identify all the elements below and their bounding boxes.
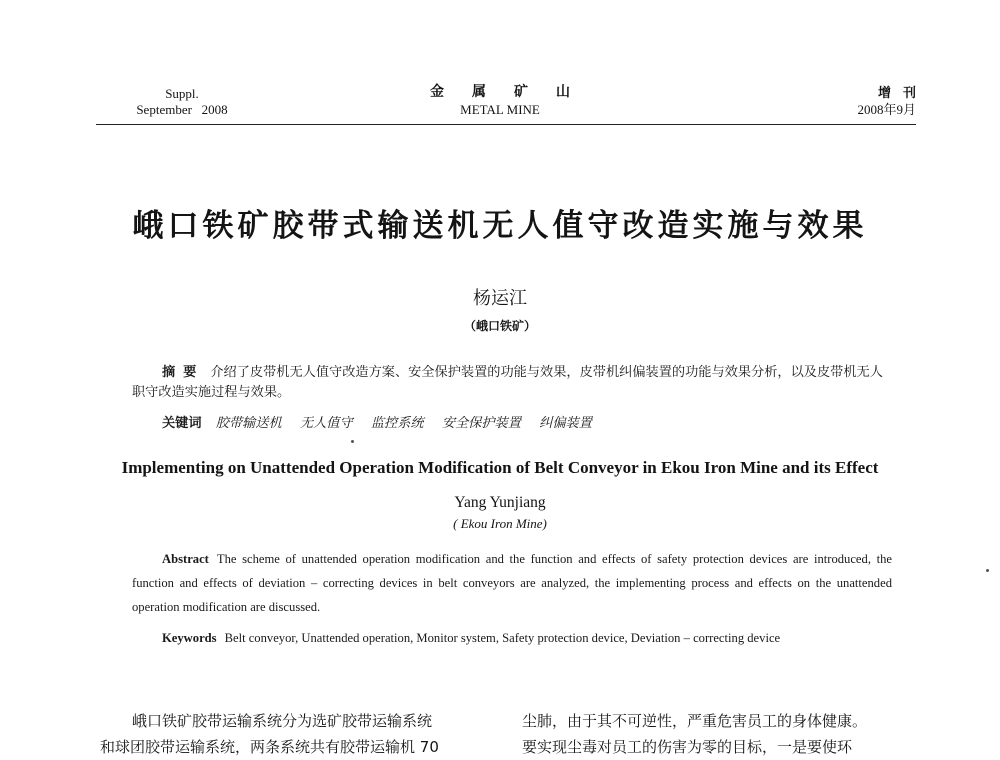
header-center — [380, 84, 620, 118]
header-rule — [96, 124, 916, 125]
issue-date-en: September 2008 — [136, 102, 228, 117]
affiliation-cn: （峨口铁矿） — [463, 319, 536, 333]
author-cn: 杨运江 — [473, 288, 527, 309]
keywords-en — [132, 626, 892, 650]
title-en: Implementing on Unattended Operation Modification of Belt Conveyor in Ekou Iron Mine and its Effect — [121, 458, 879, 477]
header-left — [112, 86, 252, 118]
scan-speck — [986, 569, 989, 572]
keyword-cn: 安全保护装置 — [441, 416, 521, 431]
abstract-cn-text: 介绍了皮带机无人值守改造方案、安全保护装置的功能与效果，皮带机纠偏装置的功能与效果分析，以及皮带机无人职守改造实施过程与效果。 — [132, 365, 883, 400]
keyword-cn: 无人值守 — [299, 416, 353, 431]
body-column-left — [100, 708, 495, 760]
title-cn: 峨口铁矿胶带式输送机无人值守改造实施与效果 — [132, 208, 868, 244]
body-line: 尘肺，由于其不可逆性，严重危害员工的身体健康。 — [522, 712, 868, 730]
supplement-label: Suppl. — [165, 86, 199, 101]
body-line: 要实现尘毒对员工的伤害为零的目标，一是要使环 — [522, 738, 853, 756]
abstract-cn-label: 摘要 — [162, 365, 205, 380]
scan-speck — [351, 440, 354, 443]
header-right — [780, 86, 928, 118]
author-en: Yang Yunjiang — [454, 494, 546, 511]
keyword-cn: 纠偏装置 — [539, 416, 592, 431]
affiliation-en: ( Ekou Iron Mine) — [453, 516, 547, 531]
supplement-label-cn: 增刊 — [877, 86, 928, 101]
body-line: 和球团胶带运输系统，两条系统共有胶带运输机 70 — [100, 738, 439, 756]
abstract-en-label: Abstract — [162, 552, 209, 566]
keyword-cn: 胶带输送机 — [215, 416, 282, 431]
body-line: 峨口铁矿胶带运输系统分为选矿胶带运输系统 — [132, 712, 433, 730]
keyword-cn: 监控系统 — [370, 416, 424, 431]
abstract-cn — [132, 363, 892, 403]
keywords-cn-label: 关键词 — [162, 416, 202, 431]
journal-name-cn: 金属矿山 — [430, 84, 598, 100]
issue-date-cn: 2008年9月 — [857, 102, 916, 117]
abstract-en-text: The scheme of unattended operation modification and the function and effects of safety protection devices are introduced, the function and effects of deviation – correcting devices in belt conveyors are analyzed, the implementing process and effects on the unattended operation modification are discussed. — [132, 552, 892, 614]
keywords-en-label: Keywords — [162, 631, 217, 645]
journal-name-en: METAL MINE — [460, 102, 540, 117]
body-column-right — [522, 708, 922, 760]
keywords-en-text: Belt conveyor, Unattended operation, Monitor system, Safety protection device, Deviation – correcting device — [224, 631, 781, 645]
keywords-cn — [162, 414, 862, 434]
abstract-en — [132, 547, 892, 619]
